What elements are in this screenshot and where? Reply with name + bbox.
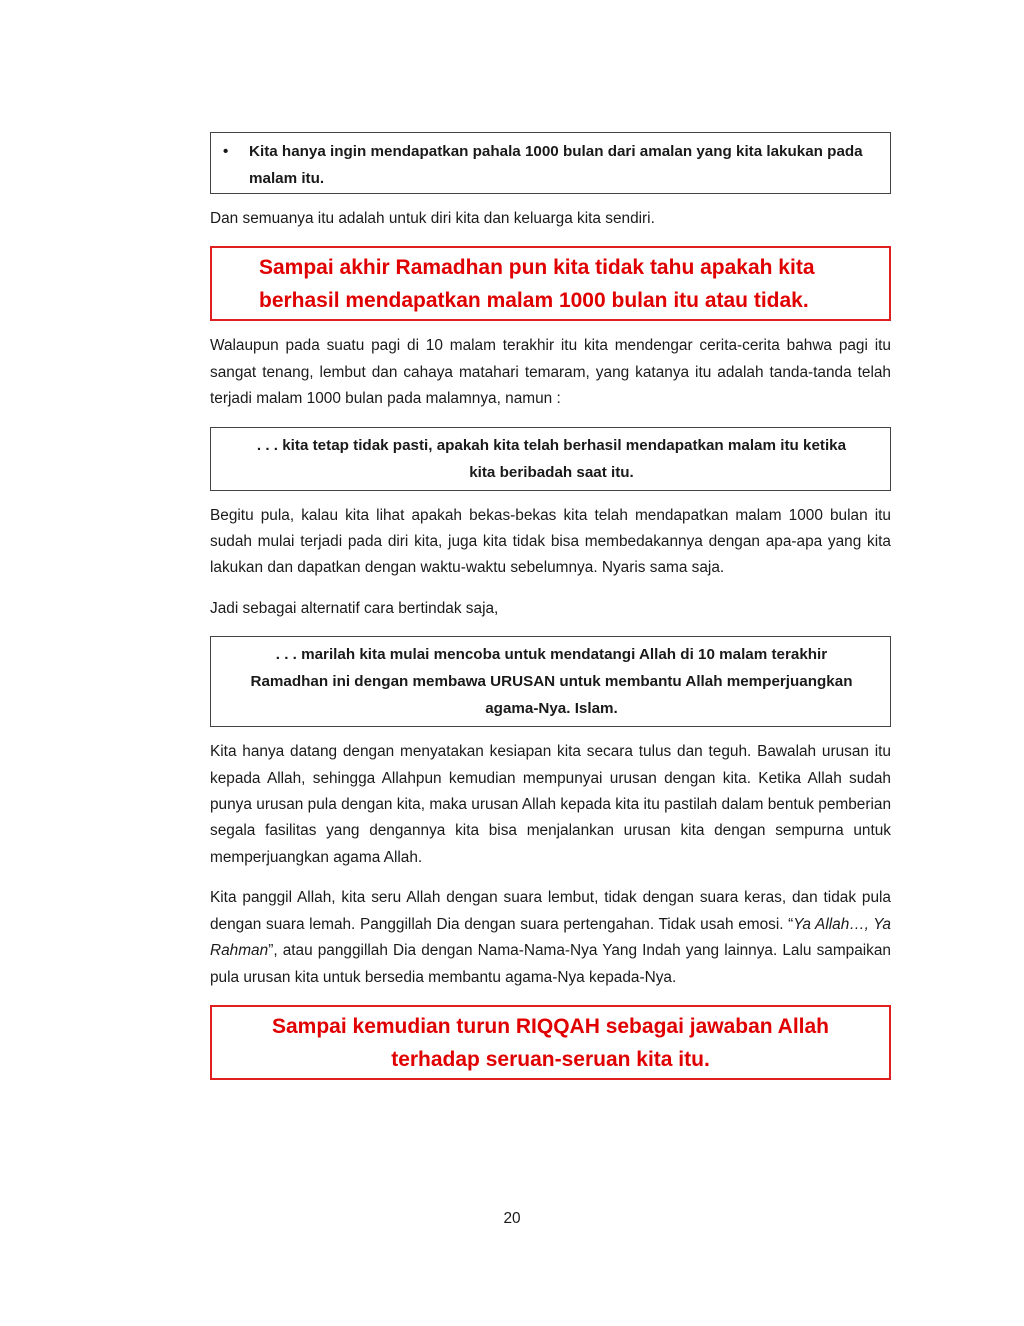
paragraph-4: Jadi sebagai alternatif cara bertindak saja, — [210, 599, 499, 617]
highlight-box-2-line-2: terhadap seruan-seruan kita itu. — [391, 1047, 710, 1071]
paragraph-1: Dan semuanya itu adalah untuk diri kita dan keluarga kita sendiri. — [210, 210, 655, 227]
bullet-text: Kita hanya ingin mendapatkan pahala 1000 bulan dari amalan yang kita lakukan pada malam itu. — [249, 143, 863, 187]
quote-box-2-line-2: Ramadhan ini dengan membawa URUSAN untuk membantu Allah memperjuangkan — [250, 673, 853, 691]
highlight-box-1-line-1: Sampai akhir Ramadhan pun kita tidak tahu apakah kita — [259, 256, 815, 280]
quote-box-1 — [210, 427, 891, 491]
paragraph-6-italic: Ya Allah…, Ya Rahman — [210, 915, 891, 960]
paragraph-6-part-2: ”, atau panggillah Dia dengan Nama-Nama-Nya Yang Indah yang lainnya. Lalu sampaikan pula urusan kita untuk bersedia membantu agama-Nya kepada-Nya. — [210, 942, 891, 986]
quote-box-2 — [210, 636, 891, 727]
page-number: 20 — [503, 1210, 521, 1227]
quote-box-1-line-1: . . . kita tetap tidak pasti, apakah kita telah berhasil mendapatkan malam itu ketika — [256, 436, 847, 454]
highlight-box-2-line-1: Sampai kemudian turun RIQQAH sebagai jawaban Allah — [271, 1014, 829, 1038]
page-body — [210, 132, 891, 1080]
quote-box-2-line-3: agama-Nya. Islam. — [485, 700, 618, 718]
paragraph-6 — [210, 885, 891, 991]
paragraph-6-part-1: Kita panggil Allah, kita seru Allah dengan suara lembut, tidak dengan suara keras, dan tidak pula dengan suara lemah. Panggillah Dia dengan suara pertengahan. Tidak usah emosi. “ — [210, 889, 891, 933]
highlight-box-1 — [210, 246, 891, 321]
bullet-icon: • — [223, 143, 229, 160]
highlight-box-2 — [210, 1005, 891, 1080]
paragraph-5: Kita hanya datang dengan menyatakan kesiapan kita secara tulus dan teguh. Bawalah urusan itu kepada Allah, sehingga Allahpun kemudian mempunyai urusan dengan kita. Ketika Allah sudah punya urusan pula dengan kita, maka urusan Allah kepada kita itu pastilah dalam bentuk pemberian segala fasilitas yang dengannya kita bisa menjalankan urusan kita dengan sempurna untuk memperjuangkan agama Allah. — [210, 743, 891, 866]
quote-box-2-line-1: . . . marilah kita mulai mencoba untuk mendatangi Allah di 10 malam terakhir — [275, 646, 828, 664]
bullet-box — [210, 132, 891, 194]
quote-box-1-line-2: kita beribadah saat itu. — [469, 463, 634, 481]
paragraph-3: Begitu pula, kalau kita lihat apakah bekas-bekas kita telah mendapatkan malam 1000 bulan itu sudah mulai terjadi pada diri kita, juga kita tidak bisa membedakannya dengan apa-apa yang kita lakukan dan dapatkan dengan waktu-waktu sebelumnya. Nyaris sama saja. — [210, 506, 891, 577]
highlight-box-1-line-2: berhasil mendapatkan malam 1000 bulan itu atau tidak. — [259, 289, 809, 313]
paragraph-2: Walaupun pada suatu pagi di 10 malam terakhir itu kita mendengar cerita-cerita bahwa pagi itu sangat tenang, lembut dan cahaya matahari temaram, yang katanya itu adalah tanda-tanda telah terjadi malam 1000 bulan pada malamnya, namun : — [210, 337, 891, 408]
